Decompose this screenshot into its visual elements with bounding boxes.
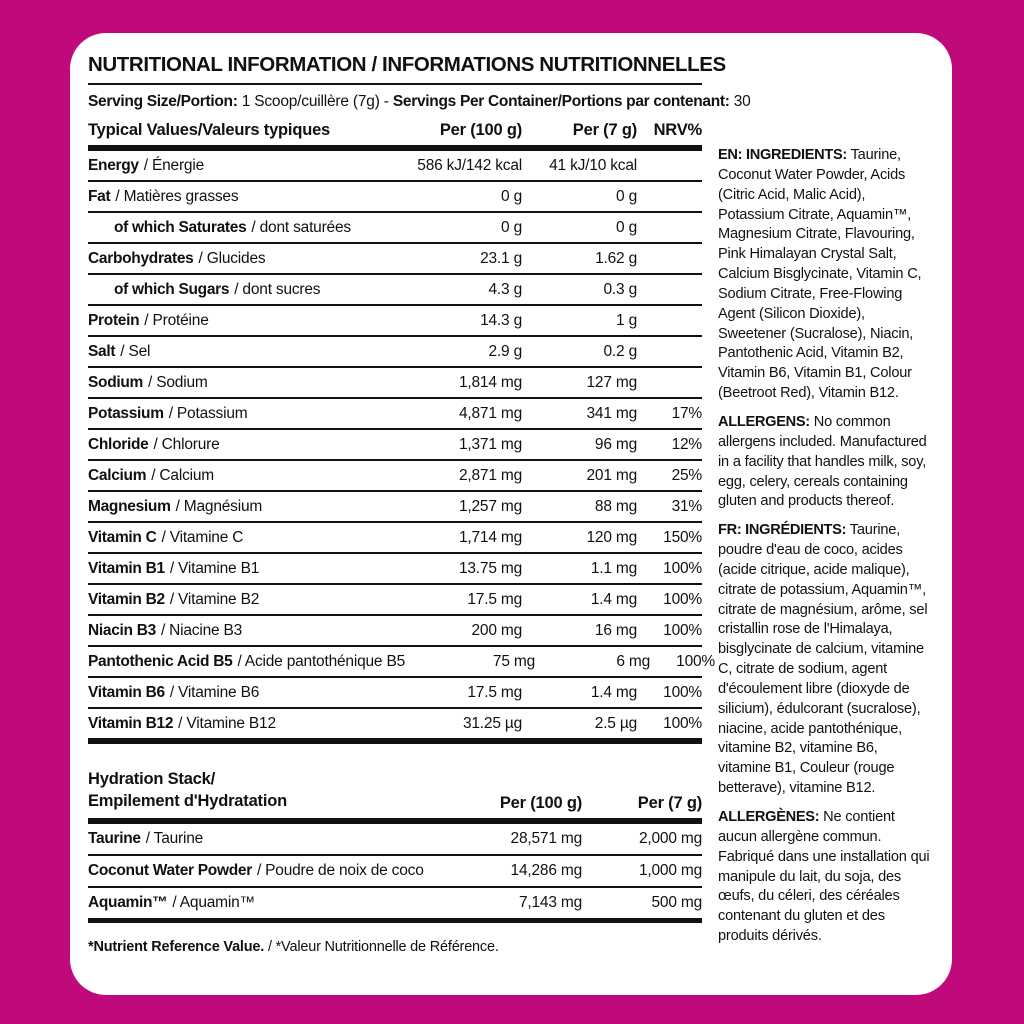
serving-size-label: Serving Size/Portion: [88,93,238,110]
table-header-row [88,121,702,151]
ingredients-en-paragraph: EN: INGREDIENTS: Taurine, Coconut Water Powder, Acids (Citric Acid, Malic Acid), Potassium Citrate, Aquamin™, Magnesium Citrate, Flavouring, Pink Himalayan Crystal Salt, Calcium Bisglycinate, Vitamin C, Sodium Citrate, Free-Flowing Agent (Silicon Dioxide), Sweetener (Sucralose), Niacin, Pantothenic Acid, Vitamin B2, Vitamin B6, Vitamin B1, Colour (Beetroot Red), Vitamin B12. [718,147,922,402]
nutrition-label-card [70,33,952,995]
table-row-sugars: of which Sugars / dont sucres 4.3 g 0.3 g [88,275,702,306]
hydration-title-fr: Empilement d'Hydratation [88,792,287,811]
table-row-chloride: Chloride / Chlorure 1,371 mg 96 mg 12% [88,430,702,461]
nrv-footnote-en: *Nutrient Reference Value. [88,938,265,955]
table-row-vitamin-b12: Vitamin B12 / Vitamine B12 31.25 µg 2.5 µg 100% [88,709,702,744]
nutrition-main-column [88,53,751,995]
ingredients-sidebar [718,53,934,995]
nrv-footnote-fr: / *Valeur Nutritionnelle de Référence. [264,938,499,955]
allergens-en-paragraph: ALLERGENS: No common allergens included. Manufactured in a facility that handles milk, soy, egg, celery, cereals containing gluten and products thereof. [718,413,927,510]
hydration-title-en: Hydration Stack/ [88,770,216,788]
table-row-vitamin-b1: Vitamin B1 / Vitamine B1 13.75 mg 1.1 mg 100% [88,554,702,585]
hydration-row-coconut-water: Coconut Water Powder / Poudre de noix de coco 14,286 mg 1,000 mg [88,856,702,888]
nrv-footnote [88,939,702,955]
table-row-vitamin-c: Vitamin C / Vitamine C 1,714 mg 120 mg 150% [88,523,702,554]
serving-info [88,93,751,111]
hydration-row-taurine: Taurine / Taurine 28,571 mg 2,000 mg [88,824,702,856]
table-row-calcium: Calcium / Calcium 2,871 mg 201 mg 25% [88,461,702,492]
table-row-vitamin-b2: Vitamin B2 / Vitamine B2 17.5 mg 1.4 mg 100% [88,585,702,616]
allergens-fr-heading: ALLERGÈNES: [718,809,820,825]
servings-per-container-label: Servings Per Container/Portions par contenant: [392,93,730,110]
allergens-en-heading: ALLERGENS: [718,413,810,430]
hydration-stack-header [88,768,702,824]
hydration-column-per-7g: Per (7 g) [637,793,702,812]
ingredients-fr-heading: FR: INGRÉDIENTS: [718,522,847,539]
column-header-typical-values: Typical Values/Valeurs typiques [88,121,331,139]
allergens-fr-paragraph: ALLERGÈNES: Ne contient aucun allergène commun. Fabriqué dans une installation qui manipule du lait, du soja, des œufs, du céleri, des céréales contenant du gluten et des produits dérivés. [718,809,930,945]
column-header-per-100g: Per (100 g) [439,121,522,139]
ingredients-en-heading: EN: INGREDIENTS: [718,147,847,163]
table-row-protein: Protein / Protéine 14.3 g 1 g [88,306,702,337]
serving-dash: - [383,93,389,110]
ingredients-fr-paragraph: FR: INGRÉDIENTS: Taurine, poudre d'eau de coco, acides (acide citrique, acide malique), citrate de potassium, Aquamin™, citrate de magnésium, arôme, sel cristallin rose de l'Himalaya, bisglycinate de calcium, vitamine C, citrate de sodium, agent d'écoulement libre (dioxyde de silicium), édulcorant (sucralose), niacine, acide pantothénique, vitamine B2, vitamine B6, vitamine B1, Couleur (rouge betterave), vitamine B12. [718,522,928,797]
page-title: NUTRITIONAL INFORMATION / INFORMATIONS NUTRITIONNELLES [88,53,702,85]
table-row-pantothenic-b5: Pantothenic Acid B5 / Acide pantothénique B5 75 mg 6 mg 100% [88,647,702,678]
table-row-saturates: of which Saturates / dont saturées 0 g 0 g [88,213,702,244]
table-row-energy: Energy / Énergie 586 kJ/142 kcal 41 kJ/10 kcal [88,151,702,182]
hydration-row-aquamin: Aquamin™ / Aquamin™ 7,143 mg 500 mg [88,888,702,923]
table-row-potassium: Potassium / Potassium 4,871 mg 341 mg 17% [88,399,702,430]
table-row-fat: Fat / Matières grasses 0 g 0 g [88,182,702,213]
table-row-niacin-b3: Niacin B3 / Niacine B3 200 mg 16 mg 100% [88,616,702,647]
column-header-nrv: NRV% [653,121,702,139]
table-row-vitamin-b6: Vitamin B6 / Vitamine B6 17.5 mg 1.4 mg 100% [88,678,702,709]
hydration-column-per-100g: Per (100 g) [499,793,582,812]
column-header-per-7g: Per (7 g) [572,121,637,139]
table-row-sodium: Sodium / Sodium 1,814 mg 127 mg [88,368,702,399]
table-row-magnesium: Magnesium / Magnésium 1,257 mg 88 mg 31% [88,492,702,523]
servings-per-container-value: 30 [733,93,751,110]
table-row-carbohydrates: Carbohydrates / Glucides 23.1 g 1.62 g [88,244,702,275]
serving-size-value: 1 Scoop/cuillère (7g) [241,93,380,110]
table-row-salt: Salt / Sel 2.9 g 0.2 g [88,337,702,368]
